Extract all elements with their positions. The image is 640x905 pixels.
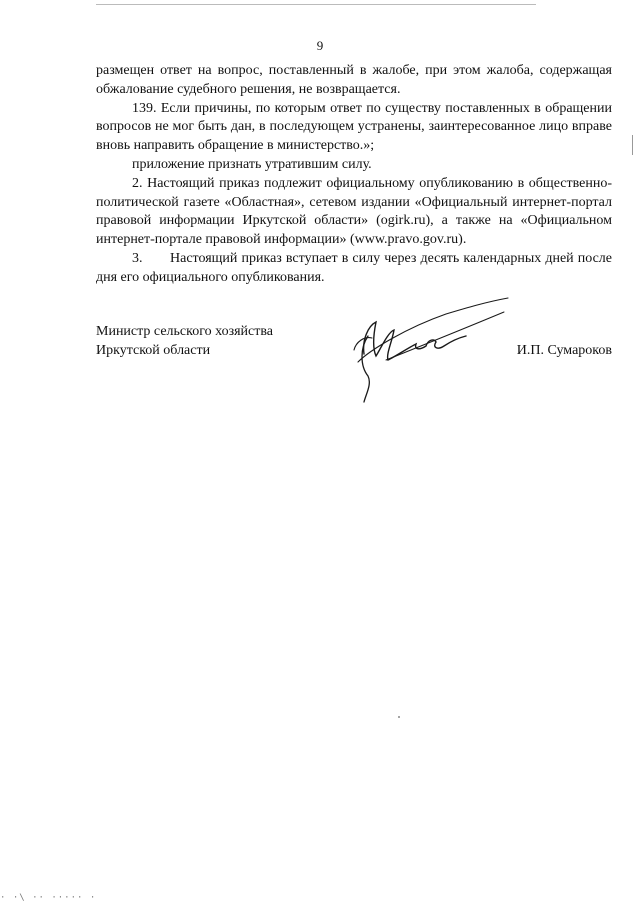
handwritten-signature-image: [346, 292, 516, 404]
page-number: 9: [316, 38, 324, 53]
paragraph-appendix-void: приложение признать утратившим силу.: [132, 156, 372, 172]
document-body: [96, 62, 612, 288]
signature-block: [96, 320, 612, 410]
paragraph-item-139: 139. Если причины, по которым ответ по существу поставленных в обращении вопросов не мог быть дан, в последующем устранены, заинтересованное лицо вправе вновь направить обращение в министерство.»;: [96, 100, 612, 154]
item-3-text: Настоящий приказ вступает в силу через десять календарных дней после дня его официального опубликования.: [96, 250, 612, 285]
scan-dot: [398, 716, 400, 718]
signatory-position: [96, 323, 273, 361]
scan-margin-mark: [632, 135, 636, 155]
top-edge-line: [96, 4, 536, 5]
signatory-name: И.П. Сумароков: [516, 343, 612, 358]
paragraph-item-2-publication: 2. Настоящий приказ подлежит официальному опубликованию в общественно-политической газете «Областная», сетевом издании «Официальный интернет-портал правовой информации Иркутской области» (ogirk.ru), а также на «Официальном интернет-портале правовой информации» (www.pravo.gov.ru).: [96, 175, 612, 248]
position-line-2: Иркутской области: [96, 342, 211, 358]
footer-scan-marks: · ·\ ·· ····· ·: [0, 893, 97, 903]
position-line-1: Министр сельского хозяйства: [96, 324, 273, 339]
paragraph-continuation: размещен ответ на вопрос, поставленный в жалобе, при этом жалоба, содержащая обжалование судебного решения, не возвращается.: [96, 63, 612, 97]
paragraph-item-3-effective: [96, 250, 612, 288]
item-3-number: 3.: [132, 250, 143, 266]
